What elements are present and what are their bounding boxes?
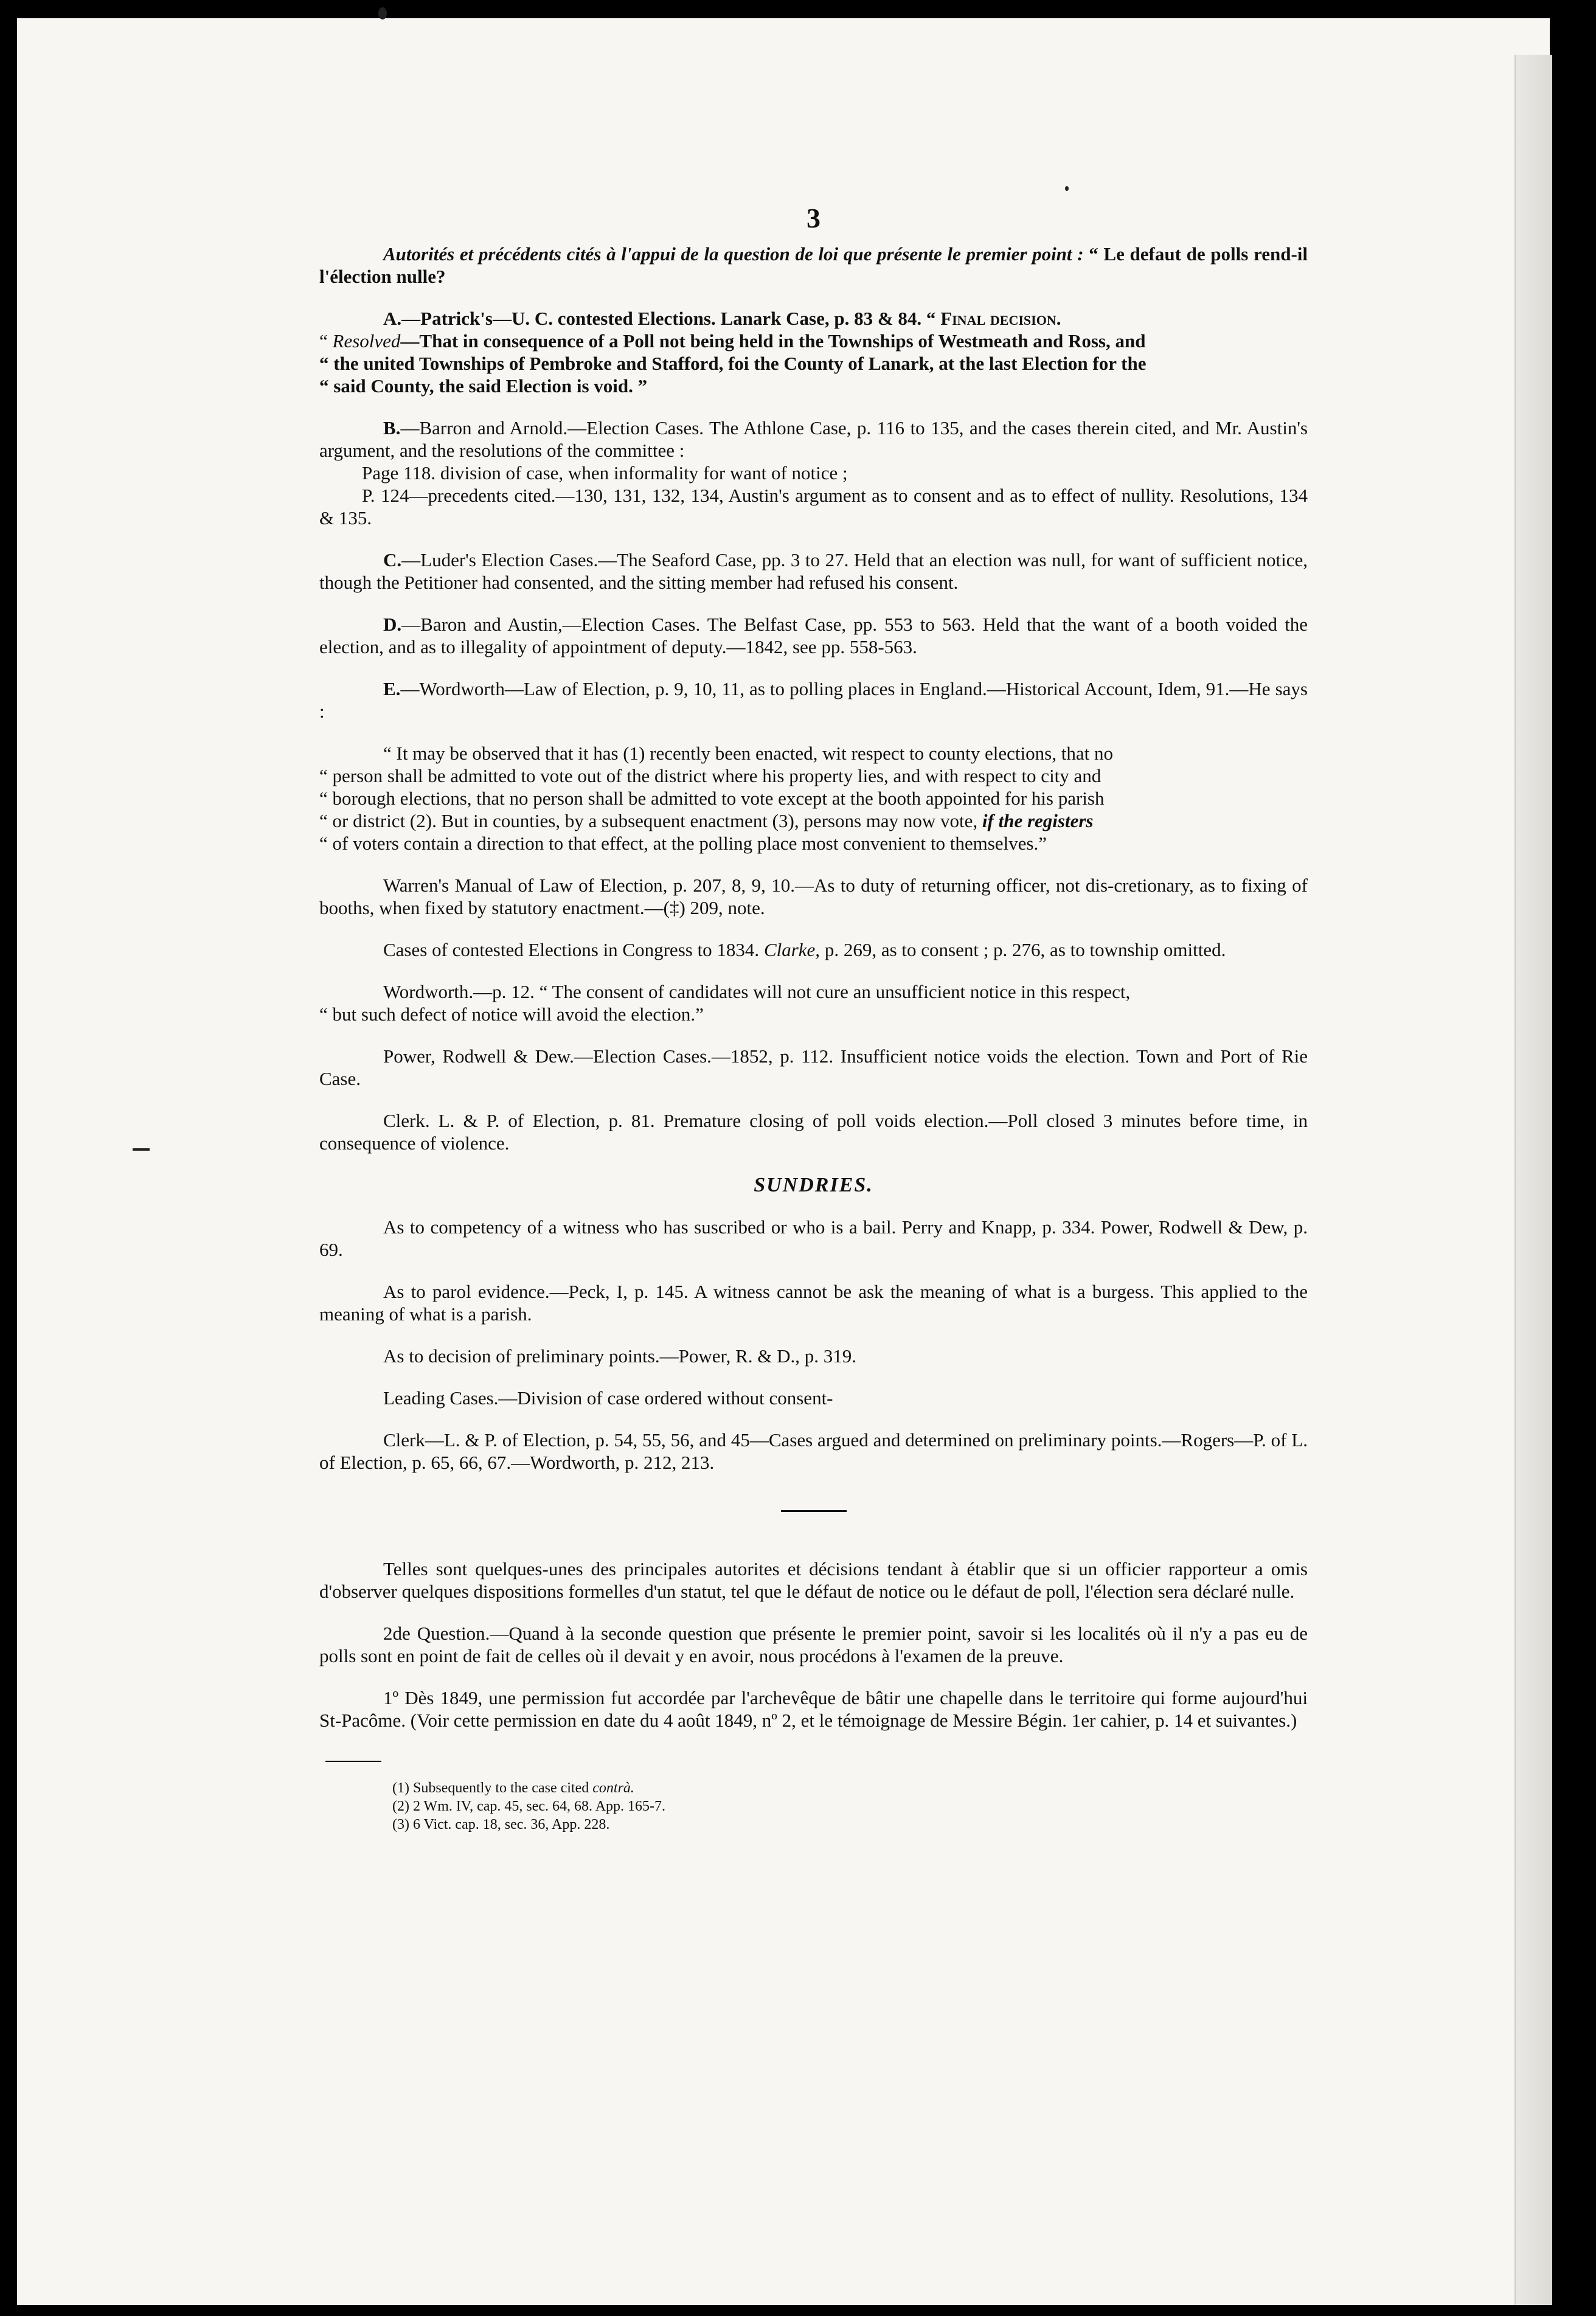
- citation-b: B.—Barron and Arnold.—Election Cases. The Athlone Case, p. 116 to 135, and the cases therein cited, and Mr. Austin's argument, and the resolutions of the committee : Page 118. division of case, when informality for want of notice ; P. 124—precedents cited.—130, 131, 132, 134, Austin's argument as to consent and as to effect of nullity. Resolutions, 134 & 135.: [319, 417, 1308, 529]
- citation-c: C.—Luder's Election Cases.—The Seaford Case, pp. 3 to 27. Held that an election was null, for want of sufficient notice, though the Petitioner had consented, and the sitting member had refused his consent.: [319, 549, 1308, 593]
- sundries-item: Clerk—L. & P. of Election, p. 54, 55, 56, and 45—Cases argued and determined on preliminary points.—Rogers—P. of L. of Election, p. 65, 66, 67.—Wordworth, p. 212, 213.: [319, 1429, 1308, 1473]
- page-edge-fold: [1514, 55, 1552, 2305]
- footnote-2: (2) 2 Wm. IV, cap. 45, sec. 64, 68. App. 165-7.: [392, 1798, 666, 1814]
- margin-mark: [133, 1148, 150, 1151]
- french-paragraph: 1º Dès 1849, une permission fut accordée par l'archevêque de bâtir une chapelle dans le territoire qui forme aujourd'hui St-Pacôme. (Voir cette permission en date du 4 août 1849, nº 2, et le témoignage de Messire Bégin. 1er cahier, p. 14 et suivantes.): [319, 1687, 1308, 1731]
- section-divider: [781, 1510, 847, 1512]
- footnote-3: (3) 6 Vict. cap. 18, sec. 36, App. 228.: [392, 1817, 610, 1832]
- page-number: 3: [807, 203, 821, 234]
- wordworth-quote: Wordworth.—p. 12. “ The consent of candidates will not cure an unsufficient notice in this respect, “ but such defect of notice will avoid the election.”: [319, 981, 1131, 1025]
- sundries-heading: SUNDRIES.: [754, 1174, 873, 1196]
- citation-a: A.—Patrick's—U. C. contested Elections. Lanark Case, p. 83 & 84. “ Final decision. “ Resolved—That in consequence of a Poll not being held in the Townships of Westmeath and Ross, and “ the united Townships of Pembroke and Stafford, foi the County of Lanark, at the last Election for the “ said County, the said Election is void. ”: [319, 308, 1147, 397]
- clerk-citation: Clerk. L. & P. of Election, p. 81. Premature closing of poll voids election.—Poll closed 3 minutes before time, in consequence of violence.: [319, 1110, 1308, 1154]
- sundries-item: As to competency of a witness who has suscribed or who is a bail. Perry and Knapp, p. 334. Power, Rodwell & Dew, p. 69.: [319, 1216, 1308, 1260]
- sundries-item: Leading Cases.—Division of case ordered without consent-: [383, 1387, 833, 1409]
- warren-citation: Warren's Manual of Law of Election, p. 207, 8, 9, 10.—As to duty of returning officer, not dis-cretionary, as to fixing of booths, when fixed by statutory enactment.—(‡) 209, note.: [319, 875, 1308, 918]
- citation-b-page-line: Page 118. division of case, when informality for want of notice ;: [362, 462, 848, 484]
- power-citation: Power, Rodwell & Dew.—Election Cases.—1852, p. 112. Insufficient notice voids the election. Town and Port of Rie Case.: [319, 1045, 1308, 1089]
- quotation-block: “ It may be observed that it has (1) recently been enacted, wit respect to county elections, that no “ person shall be admitted to vote out of the district where his property lies, and with respect to city and “ borough elections, that no person shall be admitted to vote except at the booth appointed for his parish “ or district (2). But in counties, by a subsequent enactment (3), persons may now vote, if the registers “ of voters contain a direction to that effect, at the polling place most convenient to themselves.”: [319, 743, 1113, 854]
- footnote-1: (1) Subsequently to the case cited contrà.: [392, 1780, 634, 1796]
- ink-speck: [378, 7, 387, 19]
- citation-e: E.—Wordworth—Law of Election, p. 9, 10, 11, as to polling places in England.—Historical Account, Idem, 91.—He says :: [319, 678, 1308, 722]
- sundries-item: As to parol evidence.—Peck, I, p. 145. A witness cannot be ask the meaning of what is a burgess. This applied to the meaning of what is a parish.: [319, 1281, 1308, 1325]
- document-body: [319, 203, 1308, 1834]
- french-paragraph: Telles sont quelques-unes des principales autorites et décisions tendant à établir que si un officier rapporteur a omis d'observer quelques dispositions formelles d'un statut, tel que le défaut de notice ou le défaut de poll, l'élection sera déclaré nulle.: [319, 1558, 1308, 1602]
- french-paragraph: 2de Question.—Quand à la seconde question que présente le premier point, savoir si les localités où il n'y a pas eu de polls sont en point de fait de celles où il devait y en avoir, nous procédons à l'examen de la preuve.: [319, 1623, 1308, 1666]
- authorities-intro: Autorités et précédents cités à l'appui de la question de loi que présente le premier point : “ Le defaut de polls rend-il l'élection nulle?: [319, 243, 1308, 287]
- cases-congress: Cases of contested Elections in Congress to 1834. Clarke, p. 269, as to consent ; p. 276, as to township omitted.: [383, 939, 1226, 960]
- citation-d: D.—Baron and Austin,—Election Cases. The Belfast Case, pp. 553 to 563. Held that the want of a booth voided the election, and as to illegality of appointment of deputy.—1842, see pp. 558-563.: [319, 614, 1308, 657]
- citation-b-p-line: P. 124—precedents cited.—130, 131, 132, 134, Austin's argument as to consent and as to effect of nullity. Resolutions, 134 & 135.: [319, 485, 1308, 529]
- ink-speck: [1065, 186, 1069, 191]
- sundries-item: As to decision of preliminary points.—Power, R. & D., p. 319.: [383, 1345, 856, 1367]
- footnote-divider: [325, 1761, 381, 1762]
